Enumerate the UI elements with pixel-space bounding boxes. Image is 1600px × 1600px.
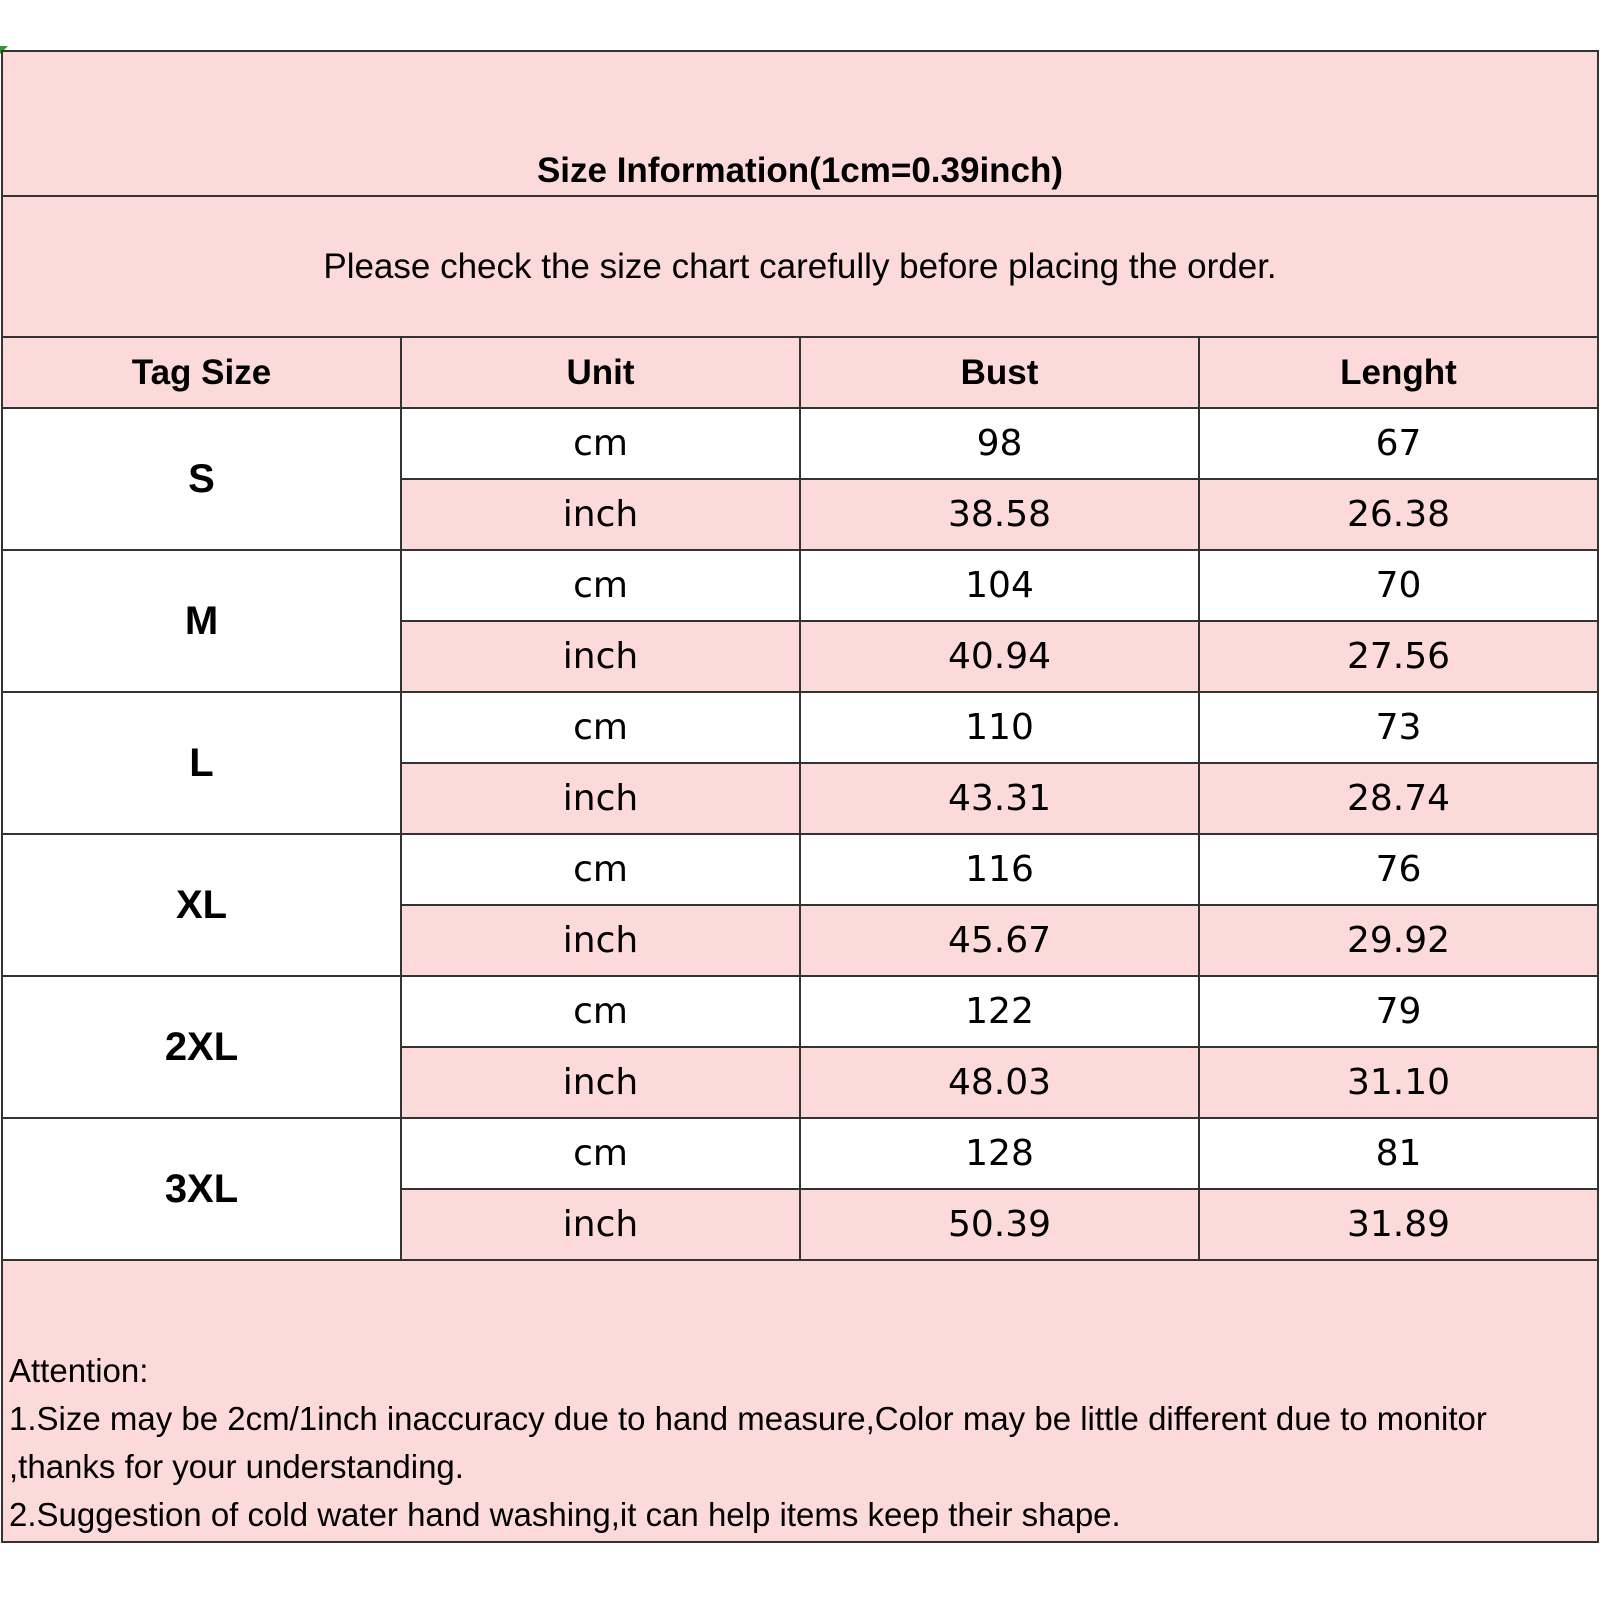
- length-cell: 29.92: [1199, 905, 1598, 976]
- length-cell: 31.10: [1199, 1047, 1598, 1118]
- size-label: M: [2, 550, 401, 692]
- table-row: [2, 408, 1598, 479]
- length-cell: 70: [1199, 550, 1598, 621]
- bust-cell: 45.67: [800, 905, 1199, 976]
- unit-cell: cm: [401, 1118, 800, 1189]
- bust-cell: 48.03: [800, 1047, 1199, 1118]
- table-row: [2, 550, 1598, 621]
- unit-cell: inch: [401, 763, 800, 834]
- attention-line-2: 2.Suggestion of cold water hand washing,it can help items keep their shape.: [9, 1496, 1121, 1533]
- bust-cell: 43.31: [800, 763, 1199, 834]
- table-row: [2, 692, 1598, 763]
- header-bust: Bust: [800, 337, 1199, 408]
- header-tag-size: Tag Size: [2, 337, 401, 408]
- size-label: 3XL: [2, 1118, 401, 1260]
- bust-cell: 116: [800, 834, 1199, 905]
- header-row: [2, 337, 1598, 408]
- length-cell: 79: [1199, 976, 1598, 1047]
- attention-heading: Attention:: [9, 1352, 149, 1389]
- bust-cell: 122: [800, 976, 1199, 1047]
- length-cell: 31.89: [1199, 1189, 1598, 1260]
- bust-cell: 40.94: [800, 621, 1199, 692]
- size-label: L: [2, 692, 401, 834]
- attention-line-1: 1.Size may be 2cm/1inch inaccuracy due to hand measure,Color may be little different due to monitor ,thanks for your understanding.: [9, 1400, 1497, 1485]
- size-label: S: [2, 408, 401, 550]
- length-cell: 76: [1199, 834, 1598, 905]
- size-label: 2XL: [2, 976, 401, 1118]
- unit-cell: inch: [401, 1047, 800, 1118]
- unit-cell: cm: [401, 550, 800, 621]
- header-length: Lenght: [1199, 337, 1598, 408]
- bust-cell: 128: [800, 1118, 1199, 1189]
- unit-cell: inch: [401, 905, 800, 976]
- unit-cell: inch: [401, 479, 800, 550]
- table-row: [2, 976, 1598, 1047]
- header-unit: Unit: [401, 337, 800, 408]
- length-cell: 73: [1199, 692, 1598, 763]
- table-row: [2, 834, 1598, 905]
- bust-cell: 110: [800, 692, 1199, 763]
- length-cell: 27.56: [1199, 621, 1598, 692]
- bust-cell: 98: [800, 408, 1199, 479]
- unit-cell: cm: [401, 408, 800, 479]
- attention-notes: [2, 1260, 1598, 1542]
- length-cell: 26.38: [1199, 479, 1598, 550]
- bust-cell: 38.58: [800, 479, 1199, 550]
- bust-cell: 50.39: [800, 1189, 1199, 1260]
- table-row: [2, 1118, 1598, 1189]
- unit-cell: cm: [401, 976, 800, 1047]
- bust-cell: 104: [800, 550, 1199, 621]
- unit-cell: inch: [401, 621, 800, 692]
- unit-cell: inch: [401, 1189, 800, 1260]
- order-notice: Please check the size chart carefully before placing the order.: [2, 196, 1598, 337]
- size-label: XL: [2, 834, 401, 976]
- length-cell: 67: [1199, 408, 1598, 479]
- size-chart-table: [1, 50, 1599, 1543]
- unit-cell: cm: [401, 834, 800, 905]
- chart-title: Size Information(1cm=0.39inch): [2, 51, 1598, 196]
- unit-cell: cm: [401, 692, 800, 763]
- length-cell: 28.74: [1199, 763, 1598, 834]
- length-cell: 81: [1199, 1118, 1598, 1189]
